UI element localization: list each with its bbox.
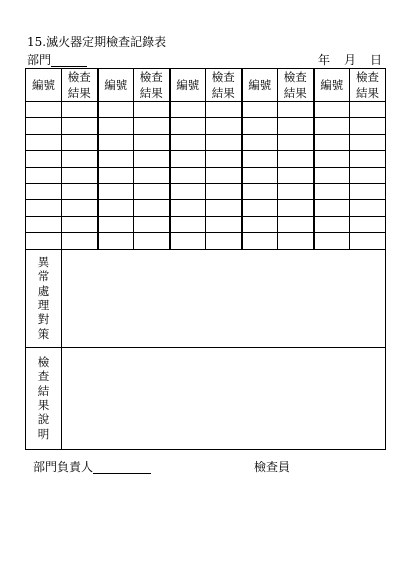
manager-blank[interactable] [93, 462, 151, 474]
anomaly-handling-content-area[interactable] [62, 249, 386, 347]
result-cell[interactable] [278, 233, 314, 249]
id-cell[interactable] [98, 102, 134, 118]
header-result-cell [278, 69, 314, 102]
id-cell[interactable] [170, 200, 206, 216]
id-cell[interactable] [242, 233, 278, 249]
anomaly-handling-label-char: 理 [37, 298, 50, 313]
result-cell[interactable] [62, 102, 98, 118]
result-explanation-label-char: 查 [37, 369, 50, 384]
result-cell[interactable] [206, 167, 242, 183]
header-result-cell [350, 69, 386, 102]
inspection-table [25, 68, 386, 450]
header-result-line1: 檢查 [67, 70, 91, 84]
header-id-cell: 編號 [98, 69, 134, 102]
result-cell[interactable] [350, 183, 386, 199]
id-cell[interactable] [314, 233, 350, 249]
result-explanation-content-area[interactable] [62, 347, 386, 449]
result-cell[interactable] [350, 118, 386, 134]
id-cell[interactable] [26, 167, 62, 183]
id-cell[interactable] [170, 134, 206, 150]
result-cell[interactable] [206, 118, 242, 134]
id-cell[interactable] [242, 134, 278, 150]
result-cell[interactable] [278, 200, 314, 216]
table-row [26, 216, 386, 232]
table-row [26, 183, 386, 199]
table-row [26, 151, 386, 167]
id-cell[interactable] [170, 151, 206, 167]
result-cell[interactable] [62, 216, 98, 232]
result-cell[interactable] [62, 151, 98, 167]
result-cell[interactable] [134, 151, 170, 167]
table-row [26, 200, 386, 216]
result-cell[interactable] [134, 216, 170, 232]
header-result-line1: 檢查 [211, 70, 235, 84]
anomaly-handling-label-char: 常 [37, 269, 50, 284]
table-row [26, 134, 386, 150]
id-cell[interactable] [26, 233, 62, 249]
id-cell[interactable] [26, 183, 62, 199]
result-cell[interactable] [206, 151, 242, 167]
result-cell[interactable] [62, 183, 98, 199]
anomaly-handling-label-char: 處 [37, 283, 50, 298]
id-cell[interactable] [170, 167, 206, 183]
result-cell[interactable] [350, 200, 386, 216]
id-cell[interactable] [242, 183, 278, 199]
header-result-line2: 結果 [356, 86, 379, 100]
table-row [26, 102, 386, 118]
id-cell[interactable] [170, 118, 206, 134]
result-cell[interactable] [62, 167, 98, 183]
result-cell[interactable] [134, 118, 170, 134]
id-cell[interactable] [98, 233, 134, 249]
result-cell[interactable] [134, 200, 170, 216]
manager-label: 部門負責人 [33, 460, 94, 474]
anomaly-handling-label-char: 對 [37, 312, 50, 327]
header-id-cell: 編號 [170, 69, 206, 102]
header-id-cell: 編號 [242, 69, 278, 102]
result-cell[interactable] [350, 102, 386, 118]
result-cell[interactable] [278, 151, 314, 167]
id-cell[interactable] [98, 151, 134, 167]
id-cell[interactable] [98, 118, 134, 134]
result-cell[interactable] [134, 134, 170, 150]
id-cell[interactable] [314, 216, 350, 232]
day-label: 日 [370, 53, 383, 67]
result-cell[interactable] [206, 216, 242, 232]
result-cell[interactable] [278, 183, 314, 199]
id-cell[interactable] [26, 102, 62, 118]
id-cell[interactable] [170, 183, 206, 199]
id-cell[interactable] [26, 151, 62, 167]
result-cell[interactable] [350, 167, 386, 183]
id-cell[interactable] [314, 102, 350, 118]
month-label: 月 [344, 53, 357, 67]
anomaly-handling-label [26, 249, 62, 347]
id-cell[interactable] [98, 167, 134, 183]
id-cell[interactable] [242, 118, 278, 134]
table-row [26, 118, 386, 134]
department-label: 部門 [27, 53, 52, 67]
result-explanation-label-char: 說 [37, 412, 50, 427]
result-explanation-label-char: 檢 [37, 354, 50, 369]
inspector-label: 檢查員 [254, 460, 291, 474]
result-cell[interactable] [62, 200, 98, 216]
id-cell[interactable] [314, 151, 350, 167]
result-cell[interactable] [134, 183, 170, 199]
id-cell[interactable] [98, 200, 134, 216]
header-result-line2: 結果 [139, 86, 163, 100]
result-cell[interactable] [62, 118, 98, 134]
header-result-cell [62, 69, 98, 102]
id-cell[interactable] [98, 216, 134, 232]
id-cell[interactable] [242, 167, 278, 183]
header-result-line2: 結果 [283, 86, 307, 100]
result-cell[interactable] [350, 233, 386, 249]
year-label: 年 [318, 53, 331, 67]
header-result-cell [134, 69, 170, 102]
header-result-cell [206, 69, 242, 102]
result-cell[interactable] [278, 134, 314, 150]
result-explanation-label-char: 果 [37, 398, 50, 413]
result-cell[interactable] [62, 233, 98, 249]
id-cell[interactable] [314, 167, 350, 183]
id-cell[interactable] [242, 102, 278, 118]
result-cell[interactable] [206, 102, 242, 118]
header-result-line1: 檢查 [283, 70, 307, 84]
result-cell[interactable] [134, 167, 170, 183]
id-cell[interactable] [170, 216, 206, 232]
result-cell[interactable] [278, 102, 314, 118]
form-title: 15.滅火器定期檢查記錄表 [27, 35, 167, 49]
result-cell[interactable] [134, 233, 170, 249]
result-explanation-label-char: 明 [37, 426, 50, 441]
result-cell[interactable] [278, 167, 314, 183]
id-cell[interactable] [26, 134, 62, 150]
department-field [27, 53, 87, 67]
manager-field [33, 460, 151, 474]
result-cell[interactable] [206, 200, 242, 216]
id-cell[interactable] [314, 134, 350, 150]
result-explanation-label-char: 結 [37, 383, 50, 398]
result-explanation-row [26, 347, 386, 449]
header-result-line1: 檢查 [139, 70, 163, 84]
id-cell[interactable] [242, 216, 278, 232]
header-id-cell: 編號 [26, 69, 62, 102]
result-cell[interactable] [350, 216, 386, 232]
result-cell[interactable] [62, 134, 98, 150]
id-cell[interactable] [314, 118, 350, 134]
id-cell[interactable] [242, 200, 278, 216]
anomaly-handling-label-char: 異 [37, 254, 50, 269]
result-cell[interactable] [134, 102, 170, 118]
table-row [26, 167, 386, 183]
header-result-line2: 結果 [211, 86, 235, 100]
id-cell[interactable] [26, 118, 62, 134]
result-explanation-label [26, 347, 62, 449]
id-cell[interactable] [98, 183, 134, 199]
table-row [26, 233, 386, 249]
id-cell[interactable] [314, 183, 350, 199]
department-blank[interactable] [51, 55, 87, 67]
id-cell[interactable] [314, 200, 350, 216]
result-cell[interactable] [350, 151, 386, 167]
result-cell[interactable] [278, 118, 314, 134]
id-cell[interactable] [242, 151, 278, 167]
header-result-line1: 檢查 [356, 70, 379, 84]
result-cell[interactable] [278, 216, 314, 232]
header-row [26, 69, 386, 102]
id-cell[interactable] [98, 134, 134, 150]
result-cell[interactable] [206, 233, 242, 249]
header-id-cell: 編號 [314, 69, 350, 102]
result-cell[interactable] [206, 183, 242, 199]
date-field [318, 53, 382, 67]
anomaly-handling-label-char: 策 [37, 326, 50, 341]
id-cell[interactable] [170, 233, 206, 249]
id-cell[interactable] [26, 216, 62, 232]
result-cell[interactable] [350, 134, 386, 150]
id-cell[interactable] [26, 200, 62, 216]
result-cell[interactable] [206, 134, 242, 150]
anomaly-handling-row [26, 249, 386, 347]
header-result-line2: 結果 [67, 86, 91, 100]
id-cell[interactable] [170, 102, 206, 118]
